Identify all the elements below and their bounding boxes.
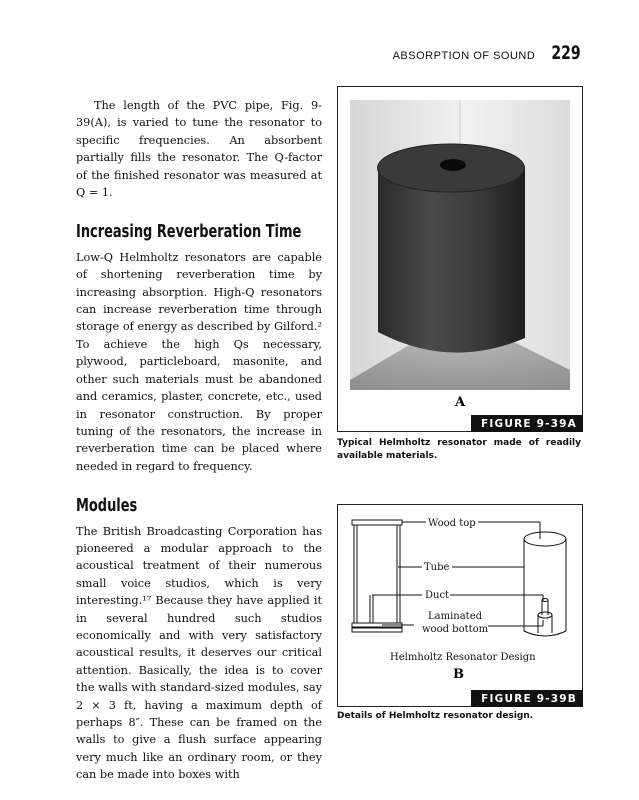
figure-a-tag: FIGURE 9-39A xyxy=(471,415,583,432)
reverberation-paragraph: Low-Q Helmholtz resonators are capable of shortening reverberation time by increasing absorption. High-Q resonators can increase reverberation time through storage of energy as described by Gilford.² To achieve the high Qs necessary, plywood, particleboard, masonite, and other such materials must be abandoned and ceramics, plaster, concrete, etc., used in resonator construction. By proper tuning of the resonators, the increase in reverberation time can be placed where needed in regard to frequency. xyxy=(76,250,322,473)
label-duct: Duct xyxy=(425,590,450,601)
resonator-photo xyxy=(350,100,570,390)
figure-a-letter: A xyxy=(455,395,466,410)
label-tube: Tube xyxy=(424,562,450,573)
figure-a-caption: Typical Helmholtz resonator made of readily available materials. xyxy=(337,438,581,461)
figure-b-caption: Details of Helmholtz resonator design. xyxy=(337,711,534,721)
running-head-title: ABSORPTION OF SOUND xyxy=(392,50,536,62)
section-heading-reverberation: Increasing Reverberation Time xyxy=(76,221,302,243)
label-wood-bottom: wood bottom xyxy=(422,624,489,635)
label-laminated: Laminated xyxy=(428,611,483,622)
figure-b-tag: FIGURE 9-39B xyxy=(471,690,583,707)
page-number: 229 xyxy=(551,42,581,64)
figure-b-letter: B xyxy=(453,667,464,682)
modules-paragraph: The British Broadcasting Corporation has pioneered a modular approach to the acoustical treatment of their numerous small voice studios, which is very interesting.¹⁷ Because they have applied it in several hundred such studios economically and with very satisfactory acoustical results, it deserves our critical attention. Basically, the idea is to cover the walls with standard-sized modules, say 2 × 3 ft, having a maximum depth of perhaps 8″. These can be framed on the walls to give a flush surface appearing very much like an ordinary room, or they can be made into boxes with xyxy=(76,524,322,782)
running-head xyxy=(393,42,581,64)
intro-paragraph: The length of the PVC pipe, Fig. 9-39(A), is varied to tune the resonator to specific frequencies. An absorbent partially fills the resonator. The Q-factor of the finished resonator was measured at Q = 1. xyxy=(76,99,322,200)
left-text-column xyxy=(76,97,322,784)
figure-9-39b xyxy=(337,504,583,707)
cross-section-drawing xyxy=(352,520,405,632)
label-wood-top: Wood top xyxy=(428,518,476,529)
section-heading-modules: Modules xyxy=(76,495,138,517)
diagram-title: Helmholtz Resonator Design xyxy=(390,652,536,663)
figure-9-39a xyxy=(337,86,583,432)
cylinder-drawing xyxy=(524,532,566,636)
